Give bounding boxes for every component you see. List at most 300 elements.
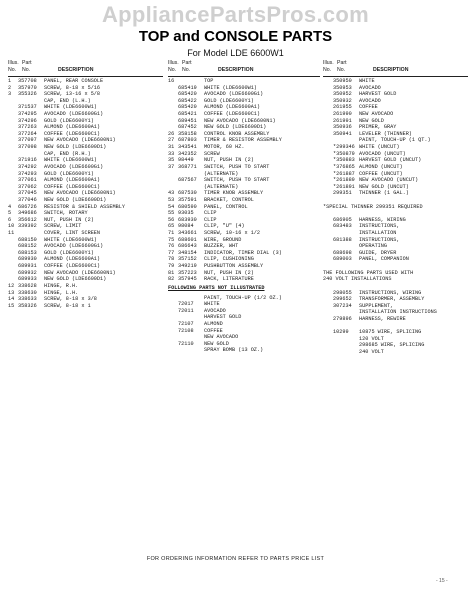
parts-row xyxy=(323,323,468,330)
part-description: ALMOND (UNCUT) xyxy=(359,163,403,170)
part-no: 685419 xyxy=(178,84,197,91)
part-no: 377062 xyxy=(18,183,37,190)
parts-row xyxy=(168,98,320,105)
part-description: RACK, LITERATURE xyxy=(204,276,254,283)
part-description: 240 VOLT xyxy=(359,349,384,356)
illus-no: 6 xyxy=(8,216,12,223)
parts-row xyxy=(323,303,468,310)
part-no: 357970 xyxy=(18,84,37,91)
part-no: 687530 xyxy=(178,190,197,197)
parts-row xyxy=(168,204,320,211)
part-description: OPERATING xyxy=(359,243,388,250)
part-no: 689932 xyxy=(18,269,37,276)
part-description: ALMOND xyxy=(204,320,223,327)
parts-row xyxy=(8,151,163,158)
illus-no: 75 xyxy=(168,236,175,243)
page-subtitle: For Model LDE 6600W1 xyxy=(187,48,284,58)
parts-row xyxy=(8,237,163,244)
parts-row xyxy=(8,164,163,171)
part-no: 350936 xyxy=(333,124,352,131)
part-description: COFFEE xyxy=(359,104,378,111)
parts-row xyxy=(168,250,320,257)
part-description: NUT, PUSH IN (2) xyxy=(44,216,94,223)
part-no: 689003 xyxy=(333,256,352,263)
part-no: 371537 xyxy=(18,104,37,111)
part-no: 681388 xyxy=(333,236,352,243)
illus-no: 43 xyxy=(168,190,175,197)
part-description: WHITE (UNCUT) xyxy=(359,144,400,151)
header-illus: Illus. xyxy=(323,60,334,66)
part-description: NEW GOLD (LDE6600D1) xyxy=(44,144,107,151)
part-description: 120 VOLT xyxy=(359,335,384,342)
part-description: NEW GOLD (UNCUT) xyxy=(359,183,409,190)
parts-row xyxy=(323,111,468,118)
parts-row xyxy=(168,308,320,315)
header-description: DESCRIPTION xyxy=(218,67,254,73)
part-no: 687452 xyxy=(178,124,197,131)
parts-row xyxy=(168,328,320,335)
part-description: COFFEE (LDE6600C1) xyxy=(44,183,101,190)
parts-row xyxy=(323,144,468,151)
part-no: 10299 xyxy=(333,329,349,336)
part-description: WIRE, GROUND xyxy=(204,236,242,243)
part-description: PUSHBUTTON ASSEMBLY xyxy=(204,263,264,270)
parts-row xyxy=(323,171,468,178)
parts-row xyxy=(168,295,320,302)
illus-no: 82 xyxy=(168,276,175,283)
part-no: 688153 xyxy=(18,249,37,256)
part-description: COFFEE xyxy=(204,327,223,334)
part-description: AVOCADO (LDE6600G1) xyxy=(204,91,264,98)
parts-row xyxy=(8,131,163,138)
part-no: 357223 xyxy=(178,269,197,276)
part-description: NUT, PUSH IN (2) xyxy=(204,269,254,276)
watermark: AppliancePartsPros.com xyxy=(101,2,370,27)
parts-row xyxy=(8,124,163,131)
part-no: 686643 xyxy=(178,243,197,250)
part-description: INSTRUCTIONS, WIRING xyxy=(359,289,422,296)
illus-no: 77 xyxy=(168,249,175,256)
parts-row xyxy=(168,144,320,151)
part-no: 377097 xyxy=(18,137,37,144)
part-no: 688150 xyxy=(18,236,37,243)
part-no: 357708 xyxy=(18,78,37,84)
part-no: *376865 xyxy=(333,163,355,170)
parts-row xyxy=(323,118,468,125)
parts-row xyxy=(8,290,163,297)
part-no: 356612 xyxy=(18,216,37,223)
part-description: TIMER KNOB ASSEMBLY xyxy=(204,190,264,197)
part-no: 350953 xyxy=(333,84,352,91)
part-no: 685420 xyxy=(178,91,197,98)
part-description: SWITCH, ROTARY xyxy=(44,210,88,217)
part-description: PAINT, TOUCH-UP (1 QT.) xyxy=(359,137,431,144)
parts-row xyxy=(8,223,163,230)
parts-row xyxy=(8,157,163,164)
header-part: Part xyxy=(182,60,192,66)
used-with-note-line-2: 240 VOLT INSTALLATIONS xyxy=(323,276,392,283)
illus-no: 2 xyxy=(8,84,12,91)
not-illustrated-title: FOLLOWING PARTS NOT ILLUSTRATED xyxy=(168,284,265,291)
illus-no: 27 xyxy=(168,137,175,144)
part-description: CLIP, "U" (4) xyxy=(204,223,245,230)
parts-row xyxy=(168,197,320,204)
parts-row xyxy=(168,157,320,164)
part-no: 680590 xyxy=(178,203,197,210)
part-description: HARVEST GOLD xyxy=(359,91,397,98)
part-no: 338633 xyxy=(18,296,37,303)
part-description: COVER, LINT SCREEN xyxy=(44,230,101,237)
part-description: TRANSFORMER, ASSEMBLY xyxy=(359,296,425,303)
header-part: Part xyxy=(22,60,32,66)
part-no: 689930 xyxy=(18,256,37,263)
part-no: 688601 xyxy=(178,236,197,243)
parts-row xyxy=(168,137,320,144)
part-no: *350883 xyxy=(333,157,355,164)
parts-row xyxy=(323,217,468,224)
parts-row xyxy=(8,270,163,277)
parts-row xyxy=(8,177,163,184)
part-no: 279896 xyxy=(333,315,352,322)
parts-row xyxy=(168,210,320,217)
illus-no: 4 xyxy=(8,203,12,210)
illus-no: 37 xyxy=(168,163,175,170)
parts-row xyxy=(8,137,163,144)
part-description: SUPPLEMENT, xyxy=(359,302,394,309)
part-description: AVOCADO xyxy=(359,84,381,91)
part-no: 338628 xyxy=(18,282,37,289)
part-description: 10875 WIRE, SPLICING xyxy=(359,329,422,336)
illus-no: 79 xyxy=(168,263,175,270)
part-description: COFFEE (LDE6600C1) xyxy=(44,130,101,137)
part-description: WHITE (LDE6600W1) xyxy=(44,157,97,164)
illus-no: 5 xyxy=(8,210,12,217)
parts-row xyxy=(168,243,320,250)
part-no: *350879 xyxy=(333,150,355,157)
part-no: 689933 xyxy=(18,276,37,283)
part-description: PANEL, COMPANION xyxy=(359,256,409,263)
illus-no: 14 xyxy=(8,296,15,303)
part-description: INDICATOR, TIMER DIAL (3) xyxy=(204,249,282,256)
parts-row xyxy=(323,256,468,263)
part-no: 298055 xyxy=(333,289,352,296)
parts-row xyxy=(168,171,320,178)
part-no: *261891 xyxy=(333,183,355,190)
parts-row xyxy=(8,283,163,290)
parts-row xyxy=(168,347,320,354)
part-no: 350952 xyxy=(333,91,352,98)
part-description: TOP xyxy=(204,78,214,84)
part-no: 689931 xyxy=(18,263,37,270)
parts-row xyxy=(168,164,320,171)
part-description: WHITE (LDE6600W1) xyxy=(44,236,97,243)
part-no: 686905 xyxy=(333,216,352,223)
parts-row xyxy=(323,177,468,184)
part-description: WHITE (LDE6600W1) xyxy=(204,84,257,91)
parts-row xyxy=(168,151,320,158)
header-illus: Illus. xyxy=(168,60,179,66)
part-no: 377045 xyxy=(18,190,37,197)
part-no: 355326 xyxy=(18,91,37,98)
parts-row xyxy=(323,309,468,316)
part-description: MOTOR, 60 HZ. xyxy=(204,144,245,151)
parts-row xyxy=(8,204,163,211)
part-no: 377061 xyxy=(18,177,37,184)
part-no: 343661 xyxy=(178,230,197,237)
illus-no: 26 xyxy=(168,130,175,137)
part-no: 687567 xyxy=(178,177,197,184)
parts-row xyxy=(168,314,320,321)
part-description: INSTRUCTIONS, xyxy=(359,236,400,243)
part-description: NEW GOLD xyxy=(204,340,229,347)
parts-row xyxy=(8,263,163,270)
illus-no: 3 xyxy=(8,91,12,98)
part-description: GOLD (LDE6600Y1) xyxy=(44,170,94,177)
illus-no: 71 xyxy=(168,230,175,237)
part-description: INSTRUCTIONS, xyxy=(359,223,400,230)
parts-row xyxy=(323,91,468,98)
parts-row xyxy=(323,164,468,171)
header-no: No. xyxy=(168,67,177,73)
part-no: 299351 xyxy=(333,190,352,197)
part-description: SCREW, 8-18 x 3/8 xyxy=(44,296,97,303)
part-description: WHITE xyxy=(359,78,375,84)
part-description: NEW AVOCADO (UNCUT) xyxy=(359,177,419,184)
parts-row xyxy=(168,223,320,230)
part-description: RESISTOR & SHIELD ASSEMBLY xyxy=(44,203,125,210)
part-no: 348154 xyxy=(178,249,197,256)
part-no: 343541 xyxy=(178,144,197,151)
parts-row xyxy=(323,151,468,158)
part-no: 377263 xyxy=(18,124,37,131)
part-description: WHITE (LDE6600W1) xyxy=(44,104,97,111)
parts-row xyxy=(323,131,468,138)
illus-no: 12 xyxy=(8,282,15,289)
part-description: ALMOND (LDE6600A1) xyxy=(204,104,261,111)
part-no: 342352 xyxy=(178,150,197,157)
part-description: 298685 WIRE, SPLICING xyxy=(359,342,425,349)
part-description: HARNESS, WIRING xyxy=(359,216,406,223)
part-description: SCREW, 8-18 x 1 xyxy=(44,302,91,309)
part-description: CLIP xyxy=(204,216,217,223)
column-header xyxy=(323,60,468,77)
part-no: 685422 xyxy=(178,97,197,104)
part-description: INSTALLATION xyxy=(359,230,397,237)
illus-no: 54 xyxy=(168,203,175,210)
part-description: PRIMER, GRAY xyxy=(359,124,397,131)
parts-row xyxy=(8,111,163,118)
parts-row xyxy=(323,230,468,237)
part-description: CAP, END (R.H.) xyxy=(44,150,91,157)
part-description: AVOCADO xyxy=(204,307,226,314)
part-description: HARNESS, REWIRE xyxy=(359,315,406,322)
part-no: 349219 xyxy=(178,263,197,270)
parts-row xyxy=(323,184,468,191)
part-no: 683930 xyxy=(178,216,197,223)
parts-row xyxy=(168,341,320,348)
parts-row xyxy=(323,237,468,244)
part-no: 377264 xyxy=(18,130,37,137)
parts-row xyxy=(168,321,320,328)
part-no: 374293 xyxy=(18,170,37,177)
parts-row xyxy=(168,230,320,237)
parts-row xyxy=(168,78,320,85)
parts-row xyxy=(168,124,320,131)
part-no: 93035 xyxy=(178,210,194,217)
ordering-info-footer: FOR ORDERING INFORMATION REFER TO PARTS PRICE LIST xyxy=(146,556,325,562)
illus-no: 56 xyxy=(168,216,175,223)
part-no: 98084 xyxy=(178,223,194,230)
part-no: 368771 xyxy=(178,163,197,170)
parts-row xyxy=(8,144,163,151)
part-description: PAINT, TOUCH-UP (1/2 OZ.) xyxy=(204,294,282,301)
parts-row xyxy=(8,190,163,197)
part-description: GOLD (LDE6600Y1) xyxy=(44,249,94,256)
illus-no: 76 xyxy=(168,243,175,250)
parts-row xyxy=(323,316,468,323)
part-description: SCREW, LIMIT xyxy=(44,223,82,230)
part-description: SPRAY BOMB (13 OZ.) xyxy=(204,347,264,354)
part-description: ALMOND (LDE6600A1) xyxy=(44,124,101,131)
part-no: 374292 xyxy=(18,163,37,170)
part-description: NEW GOLD (LDE6600D1) xyxy=(44,196,107,203)
part-description: ALMOND (LDE6600A1) xyxy=(44,177,101,184)
parts-row xyxy=(323,223,468,230)
part-description: NEW AVOCADO (LDE6600N1) xyxy=(44,190,116,197)
part-description: SWITCH, PUSH TO START xyxy=(204,163,270,170)
part-no: 350950 xyxy=(333,78,352,84)
part-description: SCREW, 10-16 x 1/2 xyxy=(204,230,261,237)
parts-row xyxy=(168,217,320,224)
part-description: SCREW xyxy=(204,150,220,157)
parts-column-1 xyxy=(8,60,163,309)
part-description: ALMOND (LDE6600A1) xyxy=(44,256,101,263)
part-no: 686726 xyxy=(18,203,37,210)
parts-row xyxy=(8,256,163,263)
part-description: GUIDE, DRYER xyxy=(359,249,397,256)
part-description: LEVELER (THINNER) xyxy=(359,130,412,137)
part-description: HARVEST GOLD xyxy=(204,314,242,321)
part-description: HINGE, R.H. xyxy=(44,282,79,289)
part-no: 358326 xyxy=(18,302,37,309)
part-no: 339392 xyxy=(18,223,37,230)
parts-row xyxy=(8,78,163,85)
parts-row xyxy=(8,118,163,125)
parts-row xyxy=(168,190,320,197)
part-description: CONTROL KNOB ASSEMBLY xyxy=(204,130,270,137)
parts-row xyxy=(8,197,163,204)
parts-row xyxy=(168,301,320,308)
part-no: 72107 xyxy=(178,320,194,327)
parts-row xyxy=(323,98,468,105)
parts-row xyxy=(168,237,320,244)
part-description: AVOCADO (LDE6600G1) xyxy=(44,111,104,118)
part-no: 358158 xyxy=(178,130,197,137)
column-header xyxy=(8,60,163,77)
part-no: 72110 xyxy=(178,340,194,347)
part-description: THINNER (1 GAL.) xyxy=(359,190,409,197)
part-description: GOLD (LDE6600Y1) xyxy=(204,97,254,104)
parts-row xyxy=(168,85,320,92)
parts-column-3 xyxy=(323,60,468,356)
part-no: 374296 xyxy=(18,117,37,124)
illus-no: 16 xyxy=(168,78,175,84)
part-no: 357152 xyxy=(178,256,197,263)
parts-row xyxy=(168,91,320,98)
part-description: BRACKET, CONTROL xyxy=(204,196,254,203)
part-no: 689451 xyxy=(178,117,197,124)
illus-no: 15 xyxy=(8,302,15,309)
part-no: 374295 xyxy=(18,111,37,118)
parts-row xyxy=(323,190,468,197)
illus-no: 1 xyxy=(8,78,12,84)
parts-row xyxy=(8,230,163,237)
parts-row xyxy=(323,336,468,343)
illus-no: 10 xyxy=(8,223,15,230)
part-description: GOLD (LDE6600Y1) xyxy=(44,117,94,124)
parts-row xyxy=(8,296,163,303)
part-description: (ALTERNATE) xyxy=(204,183,239,190)
used-with-note-line-1: THE FOLLOWING PARTS USED WITH xyxy=(323,269,414,276)
illus-no: 11 xyxy=(8,230,15,237)
header-no2: No. xyxy=(337,67,346,73)
part-description: AVOCADO (LDE6600G1) xyxy=(44,243,104,250)
part-description: SCREW, 8-18 x 5/16 xyxy=(44,84,101,91)
parts-row xyxy=(323,137,468,144)
part-description: AVOCADO xyxy=(359,97,381,104)
part-no: 307234 xyxy=(333,302,352,309)
part-description: AVOCADO (UNCUT) xyxy=(359,150,406,157)
part-no: 261955 xyxy=(333,104,352,111)
part-description: WHITE xyxy=(204,301,220,308)
parts-row xyxy=(8,303,163,310)
parts-row xyxy=(8,91,163,98)
illus-no: 78 xyxy=(168,256,175,263)
parts-row xyxy=(168,276,320,283)
part-no: 338630 xyxy=(18,289,37,296)
part-description: CLIP xyxy=(204,210,217,217)
parts-row xyxy=(168,177,320,184)
part-description: HINGE, L.H. xyxy=(44,289,79,296)
parts-row xyxy=(168,263,320,270)
part-description: COFFEE (LDE6600C1) xyxy=(204,111,261,118)
parts-row xyxy=(8,210,163,217)
header-illus: Illus. xyxy=(8,60,19,66)
parts-row xyxy=(168,270,320,277)
part-description: HARVEST GOLD (UNCUT) xyxy=(359,157,422,164)
parts-row xyxy=(323,250,468,257)
part-no: 261990 xyxy=(333,111,352,118)
illus-no: 65 xyxy=(168,223,175,230)
parts-row xyxy=(323,290,468,297)
part-no: *261889 xyxy=(333,177,355,184)
parts-row xyxy=(323,124,468,131)
parts-row xyxy=(323,85,468,92)
part-no: *299346 xyxy=(333,144,355,151)
part-no: 688698 xyxy=(333,249,352,256)
part-description: NEW GOLD (LDE6600D1) xyxy=(204,124,267,131)
part-no: 685421 xyxy=(178,111,197,118)
part-no: 357591 xyxy=(178,196,197,203)
parts-row xyxy=(168,131,320,138)
part-no: 349686 xyxy=(18,210,37,217)
parts-row xyxy=(168,184,320,191)
parts-row xyxy=(323,349,468,356)
part-no: 261991 xyxy=(333,117,352,124)
part-no: 688152 xyxy=(18,243,37,250)
part-no: 377098 xyxy=(18,144,37,151)
part-no: 685420 xyxy=(178,104,197,111)
